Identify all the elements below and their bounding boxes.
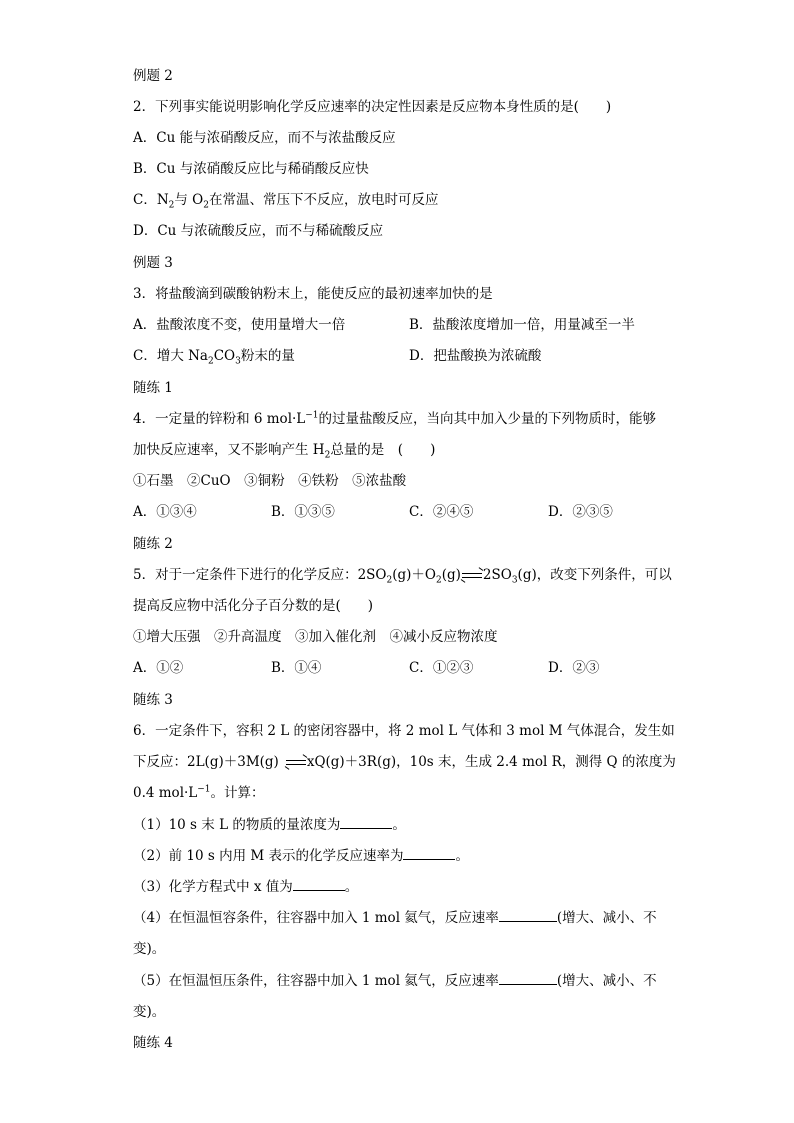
question-4-items: ①石墨 ②CuO ③铜粉 ④铁粉 ⑤浓盐酸: [133, 473, 407, 489]
question-4-stem-line-2: 加快反应速率，又不影响产生 $H_2$总量的是 ( ): [133, 442, 436, 461]
question-6-sub-5-cont: 变)。: [133, 1004, 166, 1020]
question-6-sub-4: （4）在恒温恒容条件，往容器中加入 1 mol 氦气，反应速率 (增大、减小、不: [133, 910, 657, 926]
question-2-option-a: A．Cu 能与浓硝酸反应，而不与浓盐酸反应: [133, 130, 396, 146]
section-header-practice-4: 随练 4: [133, 1035, 173, 1051]
question-3-option-d: D．把盐酸换为浓硫酸: [409, 348, 542, 364]
question-2-option-d: D．Cu 与浓硫酸反应，而不与稀硫酸反应: [133, 223, 384, 239]
section-header-example-2: 例题 2: [133, 68, 173, 84]
question-5-items: ①增大压强 ②升高温度 ③加入催化剂 ④减小反应物浓度: [133, 629, 498, 645]
question-5-stem-line-2: 提高反应物中活化分子百分数的是( ): [133, 598, 374, 614]
question-6-sub-2: （2）前 10 s 内用 M 表示的化学反应速率为 。: [133, 848, 469, 864]
question-6-sub-3: （3）化学方程式中 x 值为 。: [133, 879, 359, 895]
answer-blank[interactable]: [293, 878, 345, 891]
section-header-practice-2: 随练 2: [133, 536, 173, 552]
answer-blank[interactable]: [340, 816, 392, 829]
question-5-option-c: C．①②③: [409, 660, 474, 676]
equilibrium-arrow-icon: [285, 758, 307, 768]
question-6-stem-line-1: 6．一定条件下，容积 2 L 的密闭容器中，将 2 mol L 气体和 3 mol M 气体混合，发生如: [133, 723, 675, 739]
question-3-option-c: C．增大 $Na_2CO_3$粉末的量: [133, 348, 295, 367]
question-4-option-c: C．②④⑤: [409, 504, 474, 520]
question-6-sub-5: （5）在恒温恒压条件，往容器中加入 1 mol 氦气，反应速率 (增大、减小、不: [133, 973, 657, 989]
question-5-stem-line-1: 5．对于一定条件下进行的化学反应：$2SO_2(g)+O_2(g)$ $2SO_3(g)$，改变下列条件，可以: [133, 567, 672, 586]
answer-blank[interactable]: [403, 847, 455, 860]
question-5-option-d: D．②③: [548, 660, 600, 676]
question-4-option-b: B．①③⑤: [271, 504, 335, 520]
equilibrium-arrow-icon: [461, 571, 483, 581]
question-6-sub-4-cont: 变)。: [133, 941, 166, 957]
question-4-option-a: A．①③④: [133, 504, 197, 520]
section-header-practice-1: 随练 1: [133, 380, 173, 396]
section-header-example-3: 例题 3: [133, 255, 173, 271]
question-3-option-b: B．盐酸浓度增加一倍，用量减至一半: [409, 317, 635, 333]
question-2-stem: 2．下列事实能说明影响化学反应速率的决定性因素是反应物本身性质的是( ): [133, 99, 612, 115]
answer-blank[interactable]: [499, 972, 557, 985]
question-6-sub-1: （1）10 s 末 L 的物质的量浓度为 。: [133, 817, 406, 833]
section-header-practice-3: 随练 3: [133, 692, 173, 708]
question-2-option-b: B．Cu 与浓硝酸反应比与稀硝酸反应快: [133, 161, 369, 177]
question-6-stem-line-3: 0.4 $mol\cdot L^{-1}$。计算：: [133, 784, 265, 801]
question-3-option-a: A．盐酸浓度不变，使用量增大一倍: [133, 317, 346, 333]
question-4-stem-line-1: 4．一定量的锌粉和 6 $mol\cdot L^{-1}$的过量盐酸反应，当向其中加入少量的下列物质时，能够: [133, 410, 657, 427]
question-5-option-b: B．①④: [271, 660, 322, 676]
question-2-option-c: C．$N_2$与 $O_2$在常温、常压下不反应，放电时可反应: [133, 192, 439, 211]
question-6-stem-line-2: 下反应：2L(g)＋3M(g) xQ(g)＋3R(g)，10s 末，生成 2.4 mol R，测得 Q 的浓度为: [133, 754, 676, 770]
question-4-option-d: D．②③⑤: [548, 504, 613, 520]
question-3-stem: 3．将盐酸滴到碳酸钠粉末上，能使反应的最初速率加快的是: [133, 286, 493, 302]
answer-blank[interactable]: [499, 909, 557, 922]
question-5-option-a: A．①②: [133, 660, 184, 676]
